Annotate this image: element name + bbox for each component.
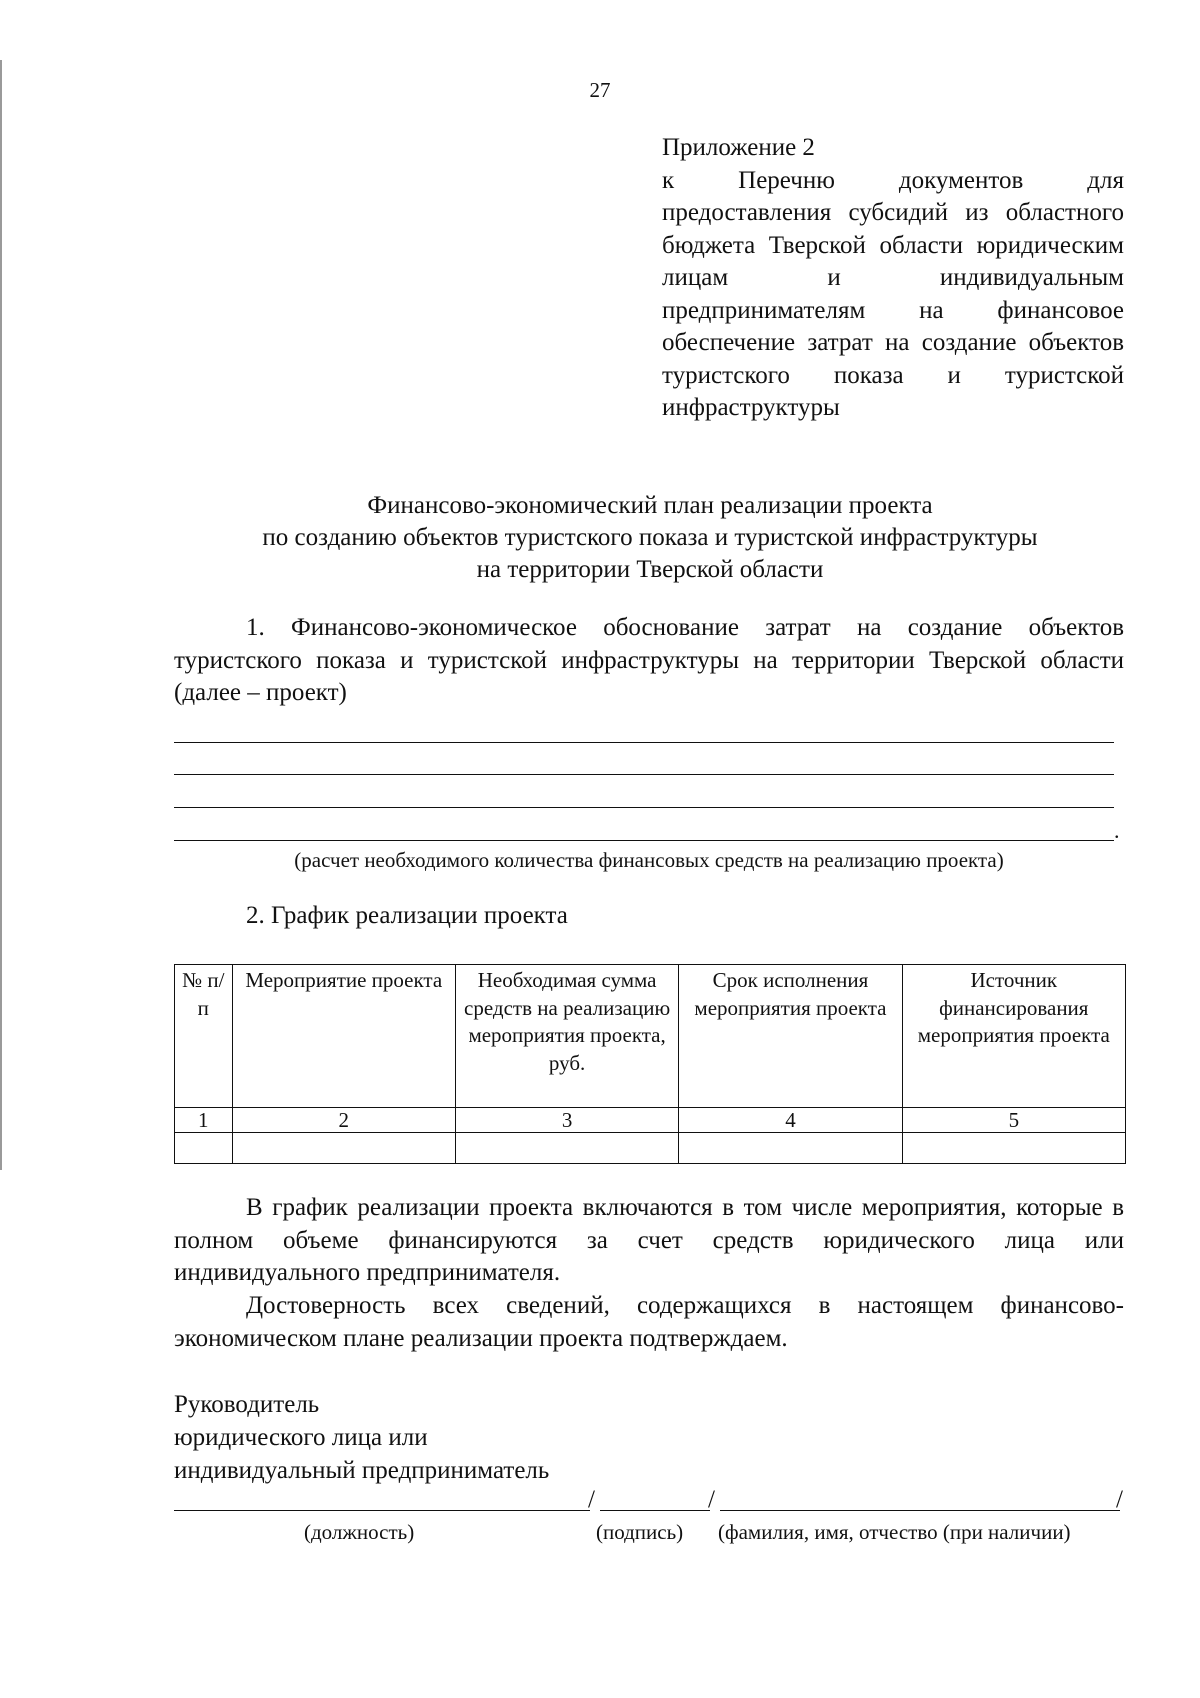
signer-line-1: Руководитель <box>174 1391 320 1418</box>
header-funding-source: Источник финансирования мероприятия проекта <box>902 965 1125 1108</box>
signer-line-2: юридического лица или <box>174 1424 428 1451</box>
column-number: 5 <box>902 1108 1125 1133</box>
header-activity: Мероприятие проекта <box>232 965 455 1108</box>
appendix-block <box>662 132 1124 425</box>
document-title <box>160 490 1140 586</box>
header-amount: Необходимая сумма средств на реализацию мероприятия проекта, руб. <box>455 965 678 1108</box>
position-line <box>174 1510 590 1511</box>
table-empty-row <box>175 1133 1126 1164</box>
appendix-body: к Перечню документов для предоставления субсидий из областного бюджета Тверской области юридическим лицам и индивидуальным предпринимателям на финансовое обеспечение затрат на создание объектов туристского показа и туристской инфраструктуры <box>662 166 1124 421</box>
fill-in-line-3 <box>174 807 1114 808</box>
schedule-table <box>174 964 1126 1164</box>
document-title-line-2: по созданию объектов туристского показа и туристской инфраструктуры <box>262 524 1038 551</box>
signature-line <box>600 1510 710 1511</box>
document-title-line-3: на территории Тверской области <box>476 556 824 583</box>
signer-block <box>174 1388 549 1487</box>
calculation-caption: (расчет необходимого количества финансовых средств на реализацию проекта) <box>294 848 1004 872</box>
appendix-title: Приложение 2 <box>662 134 815 161</box>
full-name-line <box>720 1510 1120 1511</box>
column-number: 4 <box>679 1108 902 1133</box>
table-header-row <box>175 965 1126 1108</box>
header-deadline: Срок исполнения мероприятия проекта <box>679 965 902 1108</box>
signature-caption: (подпись) <box>596 1520 684 1544</box>
table-column-numbers-row <box>175 1108 1126 1133</box>
confirmation-paragraph: Достоверность всех сведений, содержащихся в настоящем финансово-экономическом плане реализации проекта подтверждаем. <box>174 1292 1124 1352</box>
separator-slash: / <box>708 1486 715 1513</box>
column-number: 1 <box>175 1108 233 1133</box>
position-caption: (должность) <box>304 1520 415 1544</box>
empty-cell <box>902 1133 1125 1164</box>
separator-slash: / <box>588 1486 595 1513</box>
signer-line-3: индивидуальный предприниматель <box>174 1457 550 1484</box>
column-number: 3 <box>455 1108 678 1133</box>
document-title-line-1: Финансово-экономический план реализации проекта <box>367 492 933 519</box>
empty-cell <box>175 1133 233 1164</box>
empty-cell <box>455 1133 678 1164</box>
separator-slash: / <box>1116 1486 1123 1513</box>
scan-edge-line <box>0 60 2 1170</box>
empty-cell <box>679 1133 902 1164</box>
section-2-title: 2. График реализации проекта <box>246 902 568 929</box>
section-1-text: 1. Финансово-экономическое обоснование затрат на создание объектов туристского показа и туристской инфраструктуры на территории Тверской области (далее – проект) <box>174 614 1124 706</box>
full-name-caption: (фамилия, имя, отчество (при наличии) <box>718 1520 1071 1544</box>
fill-in-line-2 <box>174 774 1114 775</box>
schedule-note-paragraph: В график реализации проекта включаются в том числе мероприятия, которые в полном объеме финансируются за счет средств юридического лица или индивидуального предпринимателя. <box>174 1194 1124 1286</box>
fill-in-end-period: . <box>1114 818 1120 843</box>
column-number: 2 <box>232 1108 455 1133</box>
header-number: № п/п <box>175 965 233 1108</box>
fill-in-line-1 <box>174 742 1114 743</box>
empty-cell <box>232 1133 455 1164</box>
page-number: 27 <box>589 78 611 102</box>
fill-in-line-4 <box>174 840 1114 841</box>
